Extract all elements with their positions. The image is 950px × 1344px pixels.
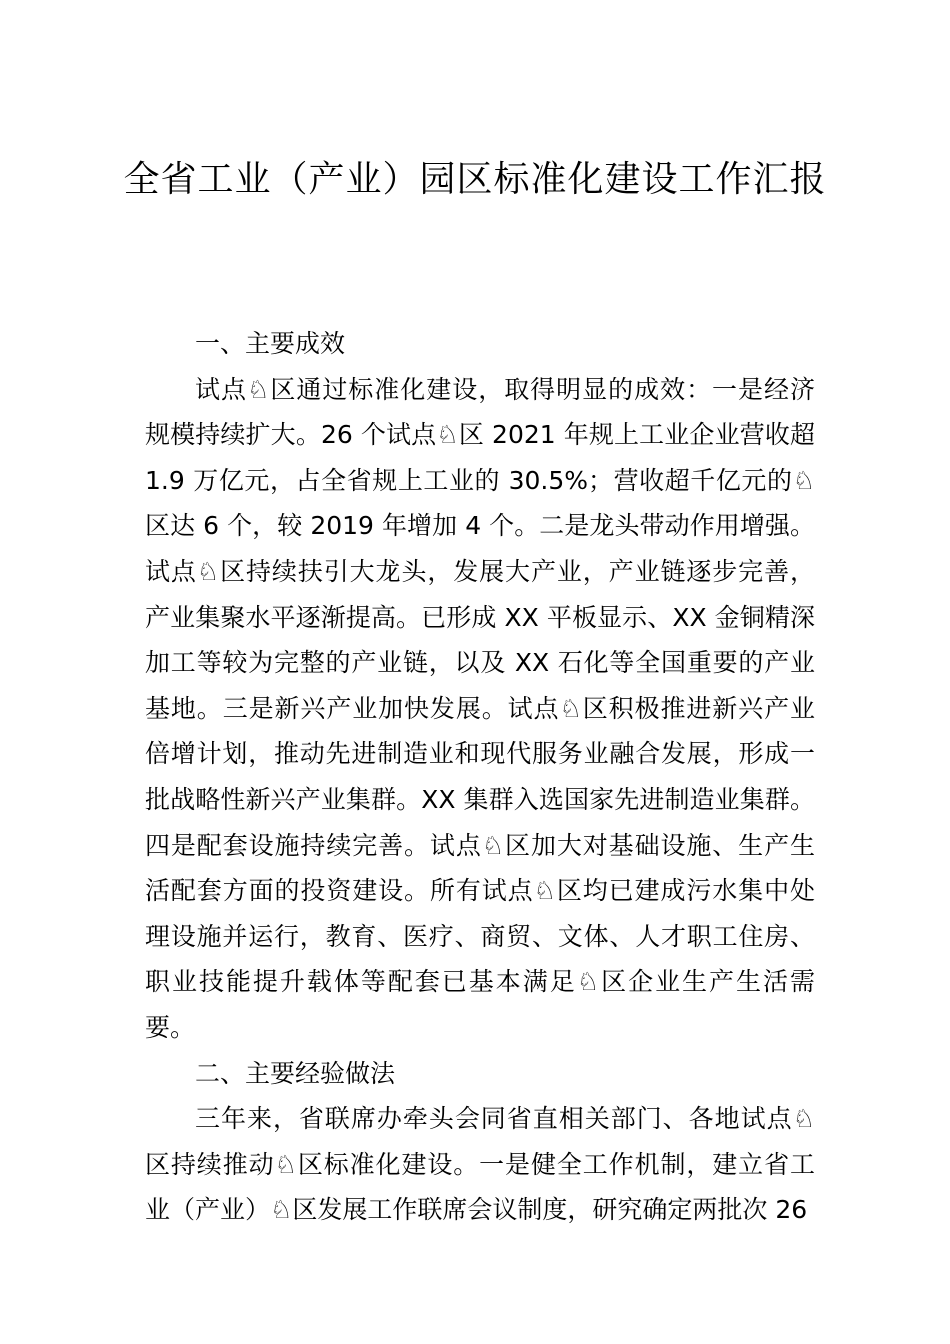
document-title: 全省工业（产业）园区标准化建设工作汇报 [123,159,827,200]
section-heading-main-experience: 二、主要经验做法 [195,1058,396,1088]
section-paragraph-main-results: 试点♘区通过标准化建设，取得明显的成效：一是经济规模持续扩大。26 个试点♘区 2021 年规上工业企业营收超 1.9 万亿元，占全省规上工业的 30.5%；营收超千亿元的♘区达 6 个，较 2019 年增加 4 个。二是龙头带动作用增强。试点♘区持续扶引大龙头，发展大产业，产业链逐步完善，产业集聚水平逐渐提高。已形成 XX 平板显示、XX 金铜精深加工等较为完整的产业链，以及 XX 石化等全国重要的产业基地。三是新兴产业加快发展。试点♘区积极推进新兴产业倍增计划，推动先进制造业和现代服务业融合发展，形成一批战略性新兴产业集群。XX 集群入选国家先进制造业集群。四是配套设施持续完善。试点♘区加大对基础设施、生产生活配套方面的投资建设。所有试点♘区均已建成污水集中处理设施并运行，教育、医疗、商贸、文体、人才职工住房、职业技能提升载体等配套已基本满足♘区企业生产生活需要。 [145,374,815,1042]
section-paragraph-main-experience: 三年来，省联席办牵头会同省直相关部门、各地试点♘区持续推动♘区标准化建设。一是健全工作机制，建立省工业（产业）♘区发展工作联席会议制度，研究确定两批次 26 [145,1104,815,1225]
section-heading-main-results: 一、主要成效 [195,329,346,358]
document-body [145,321,815,1233]
